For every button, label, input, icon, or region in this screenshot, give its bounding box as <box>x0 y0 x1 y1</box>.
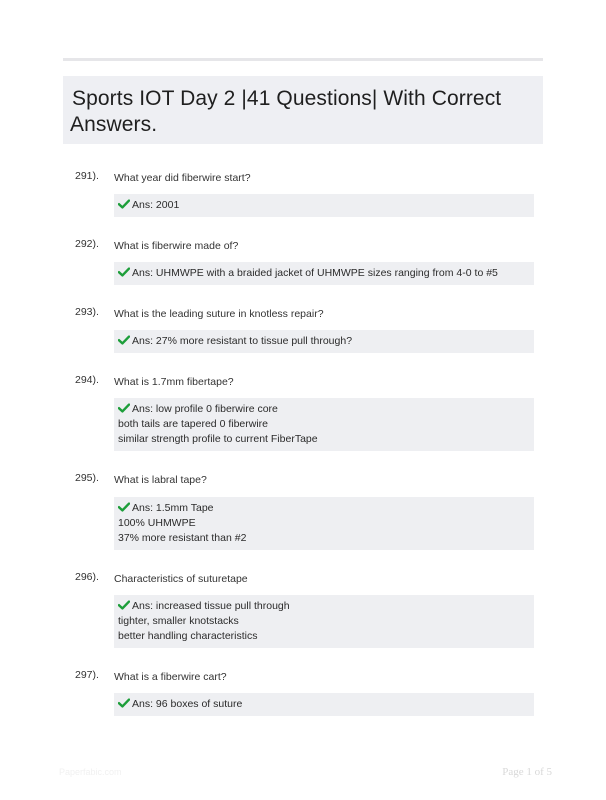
answer-line: Ans: low profile 0 fiberwire core <box>118 402 529 417</box>
answer-box <box>114 194 534 217</box>
answer-line: tighter, smaller knotstacks <box>118 615 239 627</box>
answer-line: Ans: UHMWPE with a braided jacket of UHMWPE sizes ranging from 4-0 to #5 <box>118 266 529 281</box>
answer-line: 37% more resistant than #2 <box>118 532 247 544</box>
question-number: 297). <box>75 669 99 681</box>
top-divider <box>63 58 543 61</box>
question-text: What is the leading suture in knotless repair? <box>114 308 324 320</box>
answer-line: Ans: 96 boxes of suture <box>118 697 529 712</box>
question-number: 292). <box>75 238 99 250</box>
check-icon <box>118 199 130 209</box>
answer-box <box>114 497 534 550</box>
answer-box <box>114 398 534 451</box>
question-text: Characteristics of suturetape <box>114 573 248 585</box>
question-text: What is a fiberwire cart? <box>114 671 227 683</box>
question-text: What is 1.7mm fibertape? <box>114 376 234 388</box>
answer-box <box>114 330 534 353</box>
page-title <box>72 86 533 138</box>
question-number: 296). <box>75 571 99 583</box>
title-line-2: Answers. <box>70 113 158 136</box>
check-icon <box>118 698 130 708</box>
answer-line: Ans: 1.5mm Tape <box>118 501 529 516</box>
answer-line: Ans: 2001 <box>118 198 529 213</box>
check-icon <box>118 267 130 277</box>
title-banner <box>63 76 543 144</box>
answer-box <box>114 262 534 285</box>
question-number: 294). <box>75 374 99 386</box>
answer-box <box>114 595 534 648</box>
question-text: What is fiberwire made of? <box>114 240 239 252</box>
answer-box <box>114 693 534 716</box>
question-number: 291). <box>75 170 99 182</box>
question-number: 295). <box>75 472 99 484</box>
footer-watermark: Paperfabic.com <box>59 767 122 777</box>
answer-line: 100% UHMWPE <box>118 517 196 529</box>
title-line-1: Sports IOT Day 2 |41 Questions| With Correct <box>72 87 502 110</box>
check-icon <box>118 600 130 610</box>
question-text: What is labral tape? <box>114 474 207 486</box>
page-indicator: Page 1 of 5 <box>502 766 552 778</box>
check-icon <box>118 335 130 345</box>
answer-line: both tails are tapered 0 fiberwire <box>118 418 268 430</box>
question-text: What year did fiberwire start? <box>114 172 251 184</box>
question-number: 293). <box>75 306 99 318</box>
answer-line: similar strength profile to current FiberTape <box>118 433 318 445</box>
answer-line: Ans: 27% more resistant to tissue pull through? <box>118 334 529 349</box>
check-icon <box>118 403 130 413</box>
answer-line: Ans: increased tissue pull through <box>118 599 529 614</box>
answer-line: better handling characteristics <box>118 630 258 642</box>
check-icon <box>118 502 130 512</box>
